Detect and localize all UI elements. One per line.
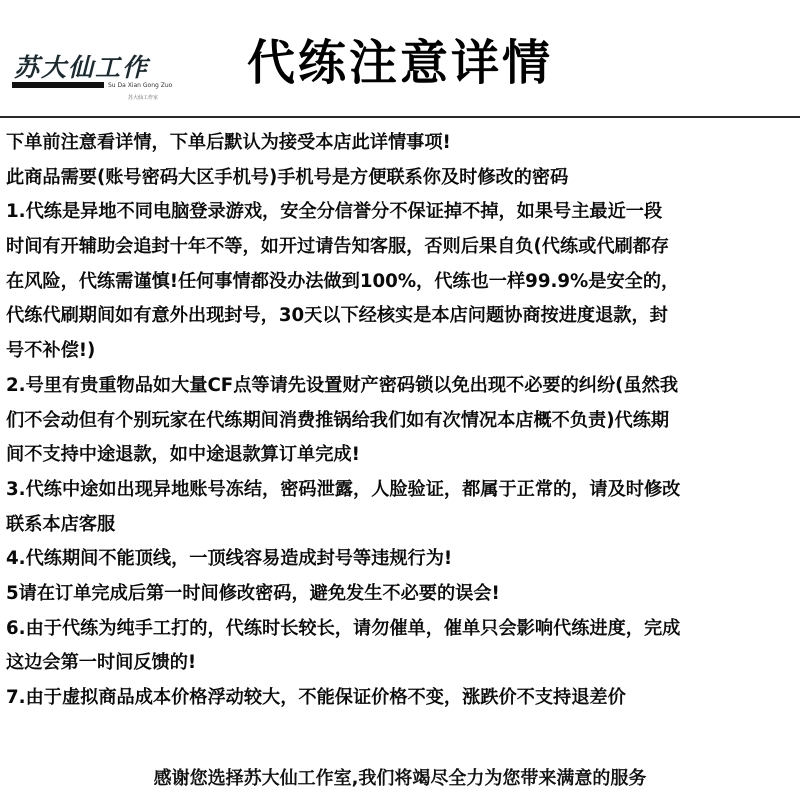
notice-line: 号不补偿!)	[6, 340, 96, 362]
notice-line: 7.由于虚拟商品成本价格浮动较大，不能保证价格不变，涨跌价不支持退差价	[6, 687, 626, 708]
logo-bar	[12, 82, 104, 88]
notice-line: 4.代练期间不能顶线，一顶线容易造成封号等违规行为!	[6, 548, 453, 570]
notice-line: 下单前注意看详情，下单后默认为接受本店此详情事项!	[6, 132, 451, 153]
logo-text: 苏大仙工作	[14, 53, 150, 82]
studio-logo	[12, 48, 173, 108]
notice-line: 间不支持中途退款，如中途退款算订单完成!	[6, 444, 360, 466]
notice-line: 代练代刷期间如有意外出现封号，30天以下经核实是本店问题协商按进度退款，封	[6, 305, 668, 327]
header-divider	[0, 116, 800, 118]
footer-thanks: 感谢您选择苏大仙工作室,我们将竭尽全力为您带来满意的服务	[153, 768, 647, 789]
logo-subtitle-cn: 苏大仙工作室	[128, 95, 159, 101]
notice-line: 们不会动但有个别玩家在代练期间消费推锅给我们如有次情况本店概不负责)代练期	[6, 409, 670, 431]
notice-line: 这边会第一时间反馈的!	[6, 652, 197, 674]
notice-line: 时间有开辅助会追封十年不等，如开过请告知客服，否则后果自负(代练或代刷都存	[6, 236, 670, 258]
page-title: 代练注意详情	[246, 35, 553, 91]
notice-line: 联系本店客服	[6, 513, 116, 535]
notice-line: 6.由于代练为纯手工打的，代练时长较长，请勿催单，催单只会影响代练进度，完成	[6, 617, 681, 639]
notice-line: 此商品需要(账号密码大区手机号)手机号是方便联系你及时修改的密码	[6, 166, 569, 188]
notice-line: 5请在订单完成后第一时间修改密码，避免发生不必要的误会!	[6, 582, 500, 604]
notice-line: 在风险，代练需谨慎!任何事情都没办法做到100%，代练也一样99.9%是安全的，	[6, 270, 680, 292]
notice-line: 1.代练是异地不同电脑登录游戏，安全分信誉分不保证掉不掉，如果号主最近一段	[6, 201, 663, 223]
notice-line: 3.代练中途如出现异地账号冻结，密码泄露，人脸验证，都属于正常的，请及时修改	[6, 478, 681, 500]
logo-subtitle-en: Su Da Xian Gong Zuo	[108, 82, 173, 89]
notice-body	[6, 126, 794, 716]
header	[0, 0, 800, 110]
notice-line: 2.号里有贵重物品如大量CF点等请先设置财产密码锁以免出现不必要的纠纷(虽然我	[6, 374, 679, 396]
